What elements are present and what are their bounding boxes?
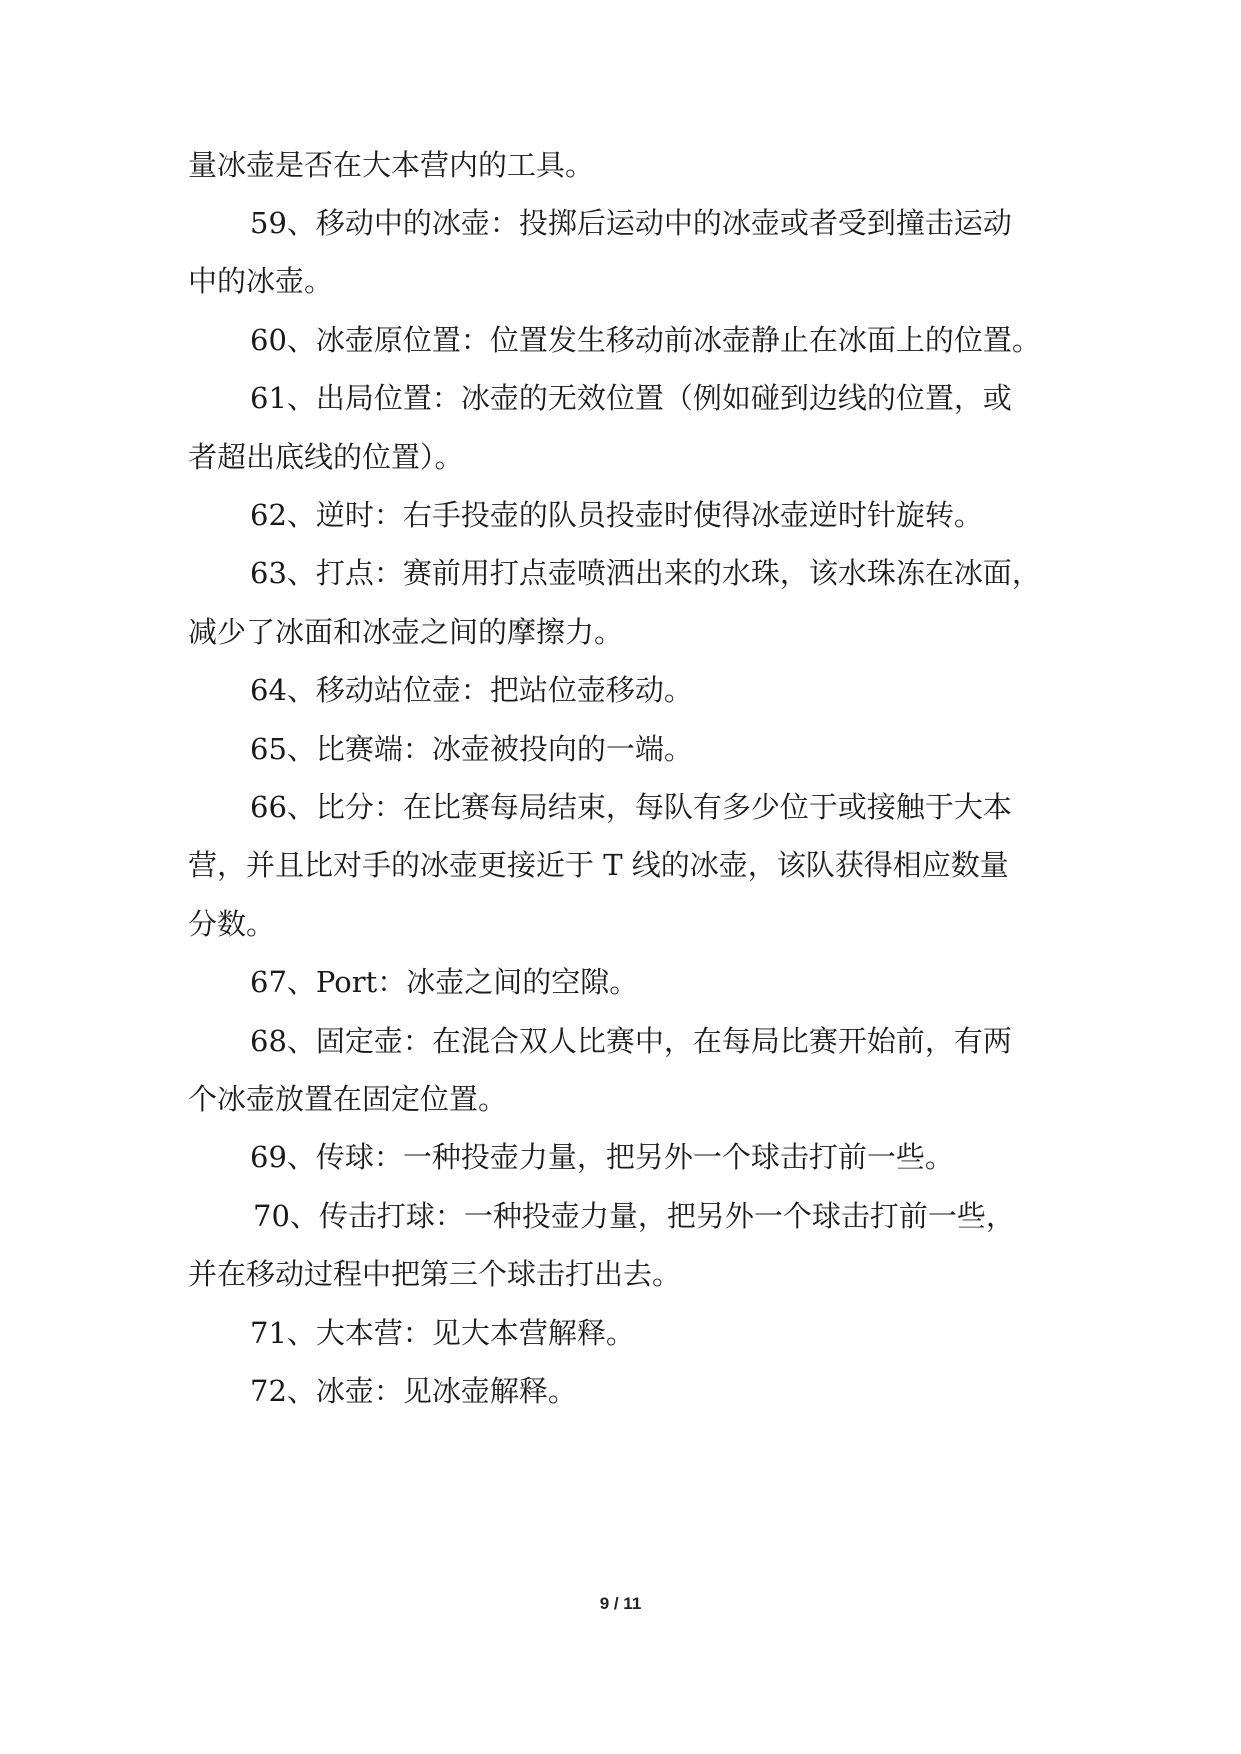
text-line: 62、逆时：右手投壶的队员投壶时使得冰壶逆时针旋转。: [250, 498, 983, 532]
text-line: 量冰壶是否在大本营内的工具。: [188, 148, 595, 182]
text-line: 67、Port：冰壶之间的空隙。: [250, 965, 639, 999]
text-line: 分数。: [188, 907, 276, 941]
text-line: 减少了冰面和冰壶之间的摩擦力。: [188, 615, 624, 649]
text-line: 64、移动站位壶：把站位壶移动。: [250, 673, 693, 707]
text-line: 营，并且比对手的冰壶更接近于 T 线的冰壶，该队获得相应数量: [188, 848, 1009, 882]
text-line: 59、移动中的冰壶：投掷后运动中的冰壶或者受到撞击运动: [250, 206, 1012, 240]
page-number: 9 / 11: [599, 1594, 642, 1613]
text-line: 中的冰壶。: [188, 264, 334, 298]
text-line: 60、冰壶原位置：位置发生移动前冰壶静止在冰面上的位置。: [250, 323, 1041, 357]
text-line: 69、传球：一种投壶力量，把另外一个球击打前一些。: [250, 1140, 954, 1174]
text-line: 66、比分：在比赛每局结束，每队有多少位于或接触于大本: [250, 790, 1012, 824]
text-line: 个冰壶放置在固定位置。: [188, 1082, 508, 1116]
text-line: 71、大本营：见大本营解释。: [250, 1316, 635, 1350]
text-line: 65、比赛端：冰壶被投向的一端。: [250, 732, 693, 766]
text-line: 者超出底线的位置）。: [188, 440, 464, 474]
text-line: 70、传击打球：一种投壶力量，把另外一个球击打前一些，: [253, 1199, 1015, 1233]
text-line: 68、固定壶：在混合双人比赛中，在每局比赛开始前，有两: [250, 1024, 1012, 1058]
text-line: 72、冰壶：见冰壶解释。: [250, 1374, 577, 1408]
text-line: 并在移动过程中把第三个球击打出去。: [188, 1257, 682, 1291]
text-line: 61、出局位置：冰壶的无效位置（例如碰到边线的位置，或: [250, 381, 1012, 415]
text-line: 63、打点：赛前用打点壶喷洒出来的水珠，该水珠冻在冰面，: [250, 556, 1041, 590]
